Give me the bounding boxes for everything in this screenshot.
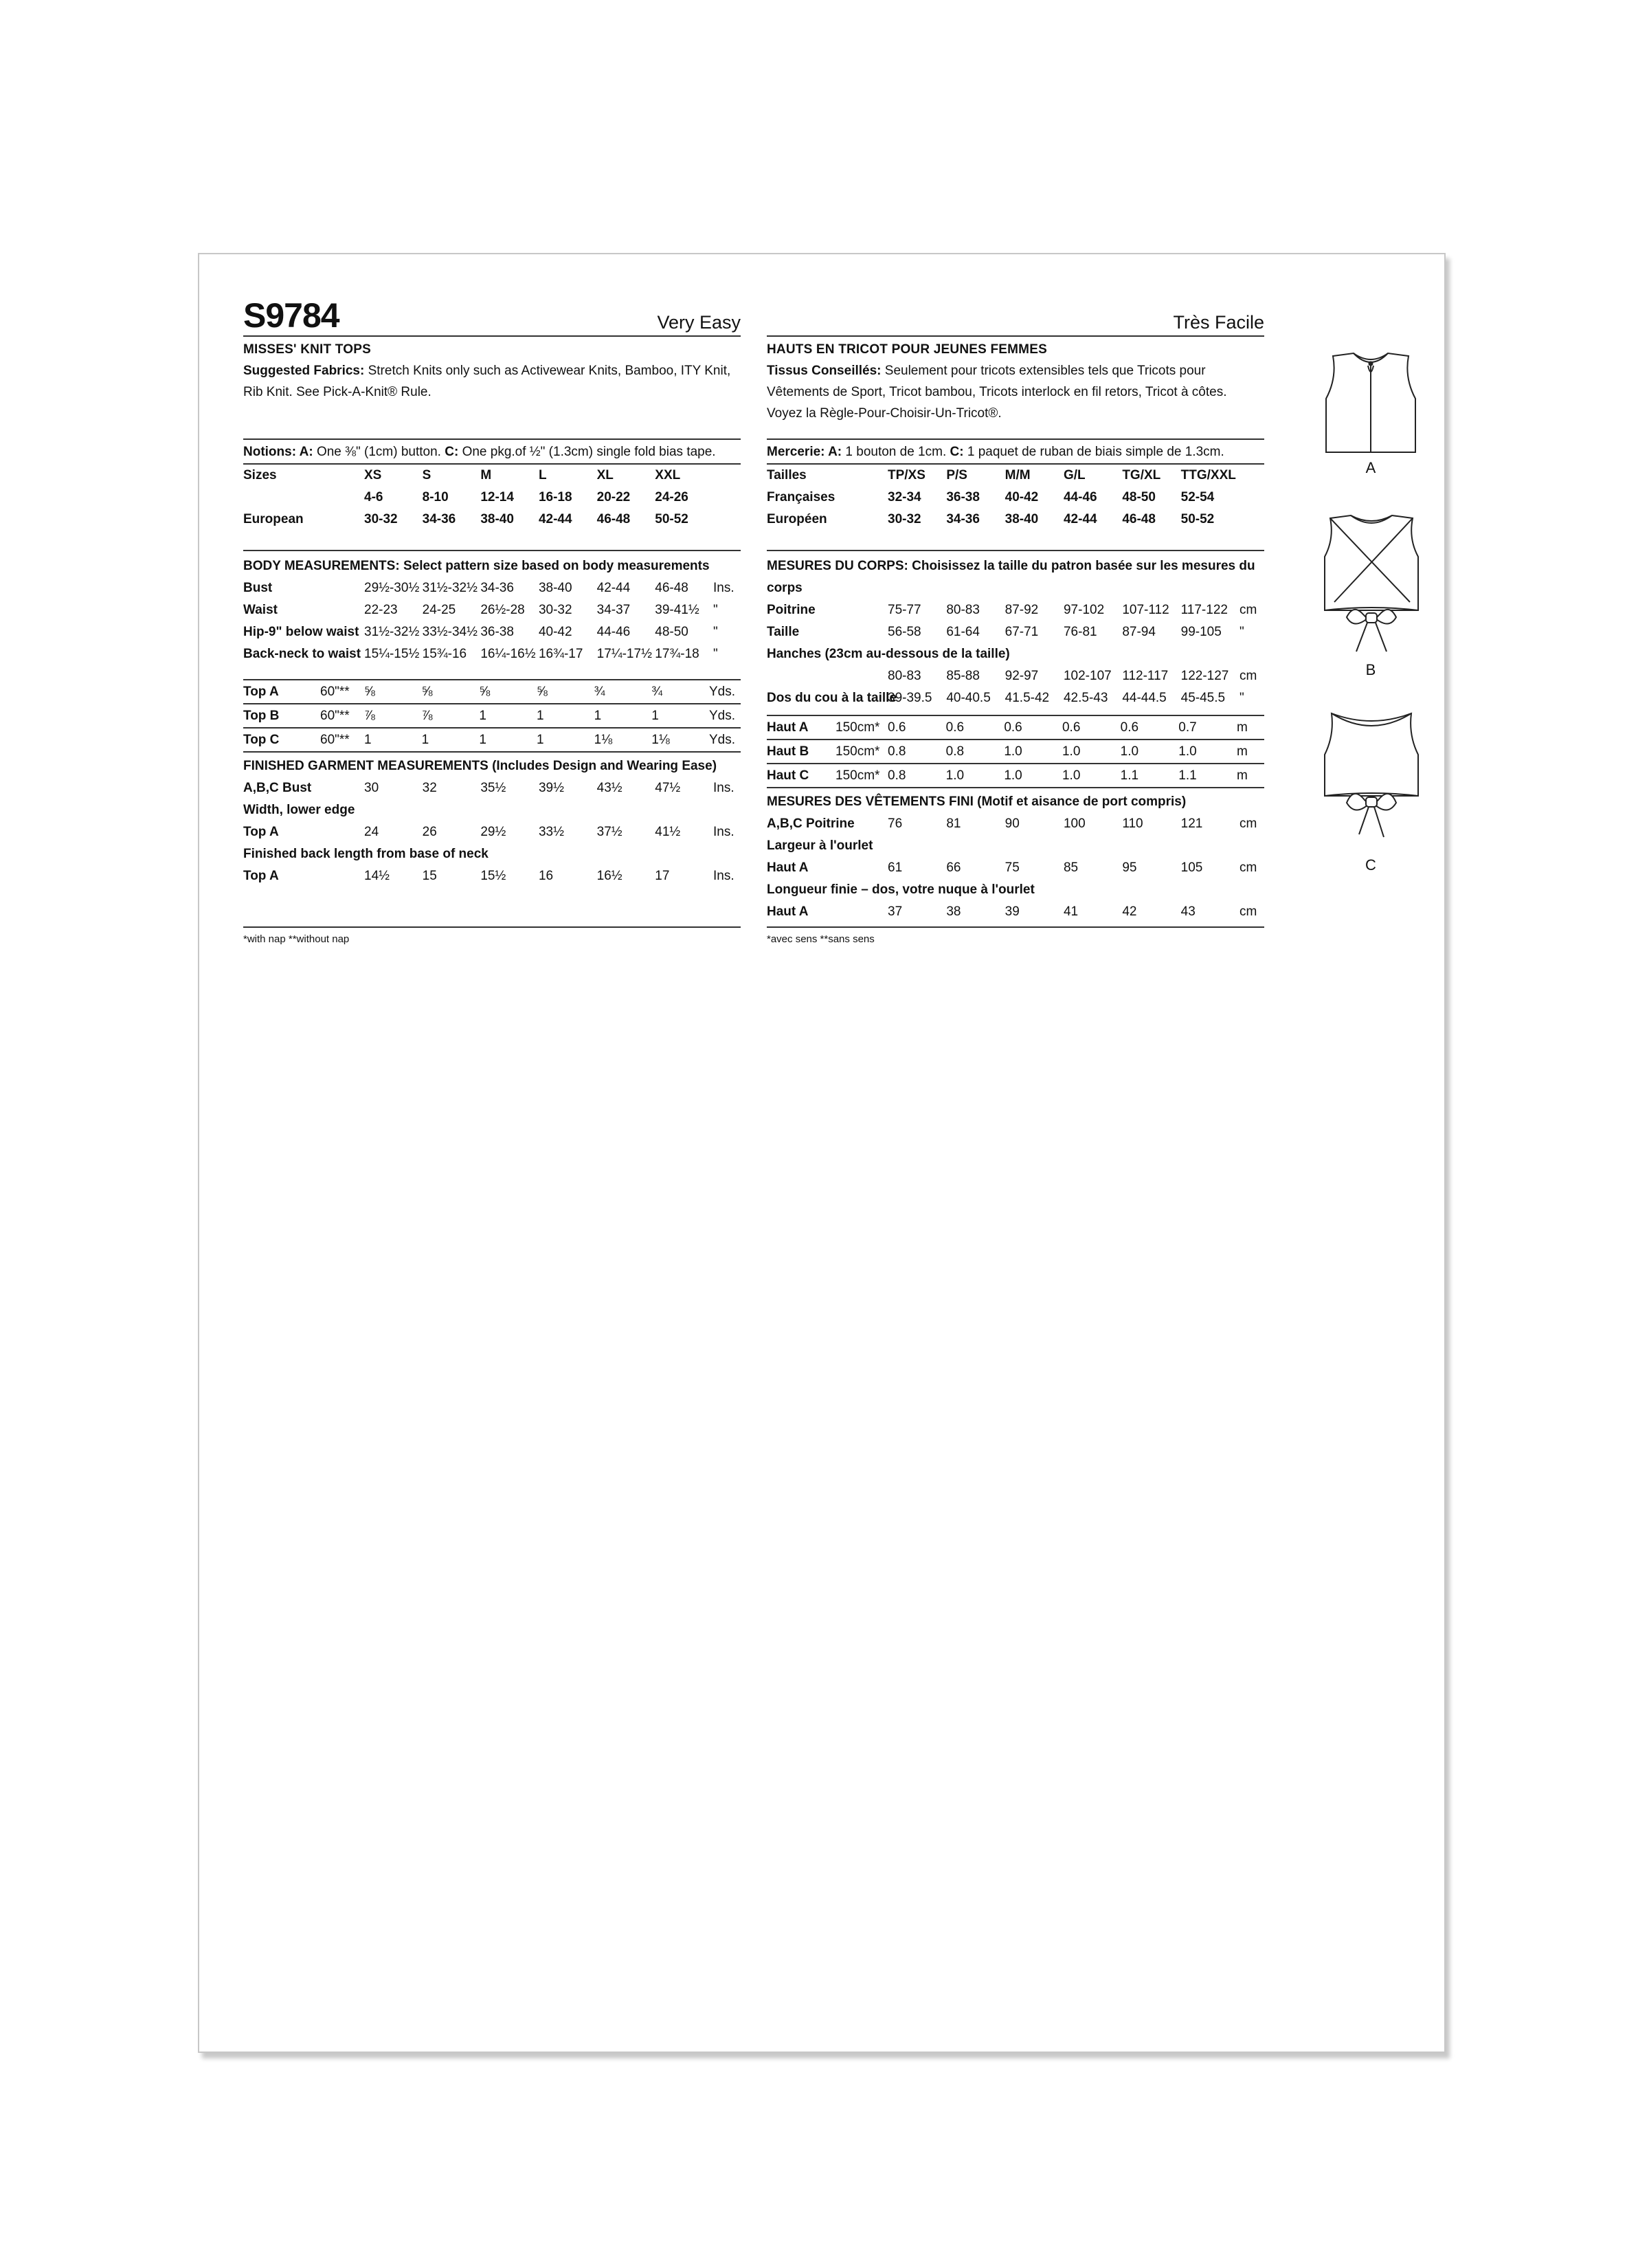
difficulty-label: Very Easy bbox=[657, 312, 741, 333]
table-cell: 110 bbox=[1122, 816, 1143, 831]
pattern-title: MISSES' KNIT TOPS bbox=[243, 342, 371, 357]
table-cell: 60"** bbox=[320, 704, 364, 728]
table-cell: 95 bbox=[1122, 860, 1137, 875]
hip-label-fr: Hanches (23cm au-dessous de la taille) bbox=[767, 647, 1010, 661]
table-cell bbox=[1239, 487, 1264, 509]
table-cell: 150cm* bbox=[835, 740, 888, 764]
fabrics-text bbox=[243, 360, 741, 438]
table-cell: ¾ bbox=[651, 680, 709, 704]
table-cell: cm bbox=[1239, 669, 1257, 683]
table-cell: 30-32 bbox=[888, 512, 921, 526]
row-label: Haut B bbox=[767, 740, 835, 764]
row-label: Taille bbox=[767, 625, 800, 639]
table-cell: 38-40 bbox=[1005, 512, 1039, 526]
table-cell: 75-77 bbox=[888, 603, 921, 617]
table-cell: 0.6 bbox=[1062, 715, 1121, 740]
row-label bbox=[767, 665, 888, 687]
table-cell: 60"** bbox=[320, 728, 364, 752]
table-cell: 26 bbox=[422, 825, 437, 839]
table-cell: " bbox=[713, 647, 718, 661]
view-c-illustration bbox=[1305, 711, 1436, 876]
table-cell: 39 bbox=[1005, 904, 1020, 919]
table-cell: 31½-32½ bbox=[422, 581, 478, 595]
table-cell: 42-44 bbox=[596, 581, 631, 595]
table-cell: 1⅛ bbox=[594, 728, 652, 752]
english-column bbox=[243, 254, 741, 945]
pattern-code: S9784 bbox=[243, 296, 339, 335]
notions-c-fr: 1 paquet de ruban de biais simple de 1.3cm. bbox=[963, 445, 1224, 459]
table-cell: 24-25 bbox=[422, 603, 456, 617]
table-cell: 20-22 bbox=[596, 490, 631, 504]
notions-label: Notions: A: bbox=[243, 445, 313, 459]
table-cell: P/S bbox=[946, 468, 967, 482]
table-cell: 12-14 bbox=[480, 490, 514, 504]
row-label: Bust bbox=[243, 581, 273, 595]
table-row bbox=[243, 509, 741, 531]
table-cell: 16¼-16½ bbox=[480, 647, 536, 661]
table-cell: 15½ bbox=[480, 869, 506, 883]
row-label: European bbox=[243, 512, 304, 526]
table-row bbox=[767, 857, 1264, 879]
table-cell: 16 bbox=[538, 869, 554, 883]
table-cell: M bbox=[480, 468, 492, 482]
table-cell: 36-38 bbox=[480, 625, 514, 639]
notions-label-fr: Mercerie: bbox=[767, 445, 825, 459]
table-cell: 61 bbox=[888, 860, 903, 875]
table-cell: 52-54 bbox=[1180, 490, 1215, 504]
table-row bbox=[767, 621, 1264, 643]
table-cell: 46-48 bbox=[655, 581, 688, 595]
table-row bbox=[243, 621, 741, 643]
table-cell: 1.1 bbox=[1121, 764, 1179, 788]
body-measurements-heading-fr: MESURES DU CORPS: Choisissez la taille du patron basée sur les mesures du corps bbox=[767, 559, 1255, 595]
length-table bbox=[243, 865, 741, 887]
table-cell: 1.0 bbox=[1062, 764, 1121, 788]
table-cell: m bbox=[1237, 740, 1264, 764]
table-row bbox=[243, 821, 741, 843]
table-cell: 67-71 bbox=[1005, 625, 1039, 639]
table-cell: 87-92 bbox=[1005, 603, 1039, 617]
table-cell: 46-48 bbox=[596, 512, 631, 526]
table-cell: 0.6 bbox=[1004, 715, 1062, 740]
finished-bust-table bbox=[243, 777, 741, 799]
table-cell: 150cm* bbox=[835, 764, 888, 788]
table-cell: 80-83 bbox=[946, 603, 980, 617]
view-a-label: A bbox=[1365, 459, 1376, 476]
table-cell: 33½ bbox=[538, 825, 564, 839]
table-cell: Ins. bbox=[713, 825, 734, 839]
row-label: Françaises bbox=[767, 490, 835, 504]
table-cell: 42-44 bbox=[538, 512, 572, 526]
table-cell: 87-94 bbox=[1122, 625, 1156, 639]
table-cell: 1 bbox=[537, 728, 594, 752]
width-label-fr: Largeur à l'ourlet bbox=[767, 838, 873, 853]
width-lower-edge-label: Width, lower edge bbox=[243, 803, 355, 817]
table-row bbox=[767, 509, 1264, 531]
table-cell: 0.8 bbox=[888, 764, 946, 788]
table-row bbox=[243, 777, 741, 799]
table-cell: Ins. bbox=[713, 781, 734, 795]
table-row bbox=[243, 465, 741, 487]
table-row bbox=[243, 487, 741, 509]
table-cell: 47½ bbox=[655, 781, 681, 795]
table-cell: ⅝ bbox=[537, 680, 594, 704]
table-cell: 38-40 bbox=[538, 581, 572, 595]
table-cell: " bbox=[713, 603, 718, 617]
notions-c: One pkg.of ½" (1.3cm) single fold bias tape. bbox=[458, 445, 716, 459]
table-cell: 117-122 bbox=[1180, 603, 1228, 617]
table-cell bbox=[1239, 465, 1264, 487]
table-cell: 100 bbox=[1063, 816, 1086, 831]
table-cell: 16½ bbox=[596, 869, 622, 883]
row-label: Dos du cou à la taille bbox=[767, 691, 897, 705]
table-row bbox=[767, 599, 1264, 621]
table-cell: 15¼-15½ bbox=[364, 647, 420, 661]
notions-c-label-fr: C: bbox=[950, 445, 964, 459]
table-cell: 80-83 bbox=[888, 669, 921, 683]
row-label: Européen bbox=[767, 512, 827, 526]
row-label: Haut A bbox=[767, 715, 835, 740]
table-cell: 76 bbox=[888, 816, 903, 831]
table-cell: 66 bbox=[946, 860, 961, 875]
row-label: Tailles bbox=[767, 468, 807, 482]
row-label: A,B,C Bust bbox=[243, 781, 312, 795]
table-cell: 102-107 bbox=[1063, 669, 1112, 683]
table-cell: 1 bbox=[651, 704, 709, 728]
finished-measurements-heading: FINISHED GARMENT MEASUREMENTS (Includes Design and Wearing Ease) bbox=[243, 759, 717, 773]
row-label: Haut A bbox=[767, 860, 809, 875]
table-cell: 1.0 bbox=[1004, 740, 1062, 764]
table-cell: 150cm* bbox=[835, 715, 888, 740]
notions-a: One ⅜" (1cm) button. bbox=[313, 445, 445, 459]
table-cell: 29½ bbox=[480, 825, 506, 839]
table-row bbox=[767, 813, 1264, 835]
table-cell: 1 bbox=[479, 704, 537, 728]
table-cell: Yds. bbox=[709, 680, 741, 704]
table-cell: 17 bbox=[655, 869, 670, 883]
body-measurements-heading bbox=[243, 555, 741, 577]
table-cell: 38-40 bbox=[480, 512, 514, 526]
table-cell: 41½ bbox=[655, 825, 681, 839]
table-cell: 17¼-17½ bbox=[596, 647, 652, 661]
table-cell: 76-81 bbox=[1063, 625, 1097, 639]
notions-text-fr bbox=[767, 443, 1264, 465]
french-column bbox=[767, 254, 1264, 945]
table-cell: 0.7 bbox=[1178, 715, 1237, 740]
table-cell: 0.6 bbox=[888, 715, 946, 740]
table-row bbox=[243, 728, 741, 752]
row-label: Back-neck to waist bbox=[243, 647, 361, 661]
table-cell: 34-36 bbox=[422, 512, 456, 526]
width-table-fr bbox=[767, 857, 1264, 879]
table-cell: 50-52 bbox=[1180, 512, 1215, 526]
table-cell: ⅝ bbox=[422, 680, 480, 704]
table-cell: 41 bbox=[1063, 904, 1079, 919]
table-cell: 43 bbox=[1180, 904, 1196, 919]
table-cell: 92-97 bbox=[1005, 669, 1039, 683]
table-cell: 44-46 bbox=[1063, 490, 1097, 504]
notions-a-fr: 1 bouton de 1cm. bbox=[842, 445, 950, 459]
table-cell: cm bbox=[1239, 904, 1257, 919]
table-cell: 122-127 bbox=[1180, 669, 1229, 683]
table-row bbox=[243, 643, 741, 665]
table-cell: 56-58 bbox=[888, 625, 921, 639]
table-cell: 1.0 bbox=[1121, 740, 1179, 764]
table-cell: 1.1 bbox=[1178, 764, 1237, 788]
row-label: Top A bbox=[243, 825, 279, 839]
table-cell: 30-32 bbox=[538, 603, 572, 617]
table-cell: 50-52 bbox=[655, 512, 688, 526]
table-cell: 32-34 bbox=[888, 490, 921, 504]
table-cell: 31½-32½ bbox=[364, 625, 420, 639]
table-cell: 85 bbox=[1063, 860, 1079, 875]
table-cell: 60"** bbox=[320, 680, 364, 704]
table-cell: Yds. bbox=[709, 728, 741, 752]
table-row bbox=[767, 901, 1264, 923]
table-cell: 48-50 bbox=[655, 625, 688, 639]
table-cell: 24-26 bbox=[655, 490, 688, 504]
finished-bust-table-fr bbox=[767, 813, 1264, 835]
table-cell: 43½ bbox=[596, 781, 622, 795]
table-cell: 1 bbox=[537, 704, 594, 728]
table-cell: 16¾-17 bbox=[538, 647, 583, 661]
table-cell: 0.6 bbox=[1121, 715, 1179, 740]
table-cell: 75 bbox=[1005, 860, 1020, 875]
row-label: Top A bbox=[243, 869, 279, 883]
row-label: Haut C bbox=[767, 764, 835, 788]
view-b-label: B bbox=[1365, 661, 1376, 678]
table-row bbox=[243, 599, 741, 621]
table-cell: 99-105 bbox=[1180, 625, 1222, 639]
table-cell: 1 bbox=[594, 704, 652, 728]
table-cell: 0.6 bbox=[946, 715, 1005, 740]
sizes-table-fr bbox=[767, 465, 1264, 531]
pattern-envelope-back bbox=[198, 253, 1446, 2053]
table-cell: 1 bbox=[364, 728, 422, 752]
table-cell: 1⅛ bbox=[651, 728, 709, 752]
table-cell: 14½ bbox=[364, 869, 390, 883]
body-measurements-table-fr bbox=[767, 599, 1264, 643]
row-label: A,B,C Poitrine bbox=[767, 816, 855, 831]
footnote-fr: *avec sens **sans sens bbox=[767, 926, 1264, 945]
table-cell: XS bbox=[364, 468, 382, 482]
table-cell: ⅝ bbox=[364, 680, 422, 704]
table-cell: 29½-30½ bbox=[364, 581, 420, 595]
body-heading-bold: BODY MEASUREMENTS: bbox=[243, 559, 400, 573]
table-cell: M/M bbox=[1005, 468, 1031, 482]
back-length-label: Finished back length from base of neck bbox=[243, 847, 489, 861]
table-cell: 33½-34½ bbox=[422, 625, 478, 639]
view-c-label: C bbox=[1365, 856, 1376, 874]
table-cell: 34-36 bbox=[946, 512, 980, 526]
fabrics-label: Suggested Fabrics: bbox=[243, 364, 365, 378]
body-measurements-table bbox=[243, 577, 741, 665]
yardage-table-fr bbox=[767, 715, 1264, 788]
footnote: *with nap **without nap bbox=[243, 926, 741, 945]
table-row bbox=[767, 715, 1264, 740]
table-cell: 34-36 bbox=[480, 581, 514, 595]
table-cell: 40-42 bbox=[1005, 490, 1039, 504]
table-row bbox=[767, 665, 1264, 687]
fabrics-label-fr: Tissus Conseillés: bbox=[767, 364, 882, 378]
row-label: Hip-9" below waist bbox=[243, 625, 359, 639]
table-cell: 107-112 bbox=[1122, 603, 1169, 617]
table-cell: 121 bbox=[1180, 816, 1203, 831]
table-cell: 1.0 bbox=[946, 764, 1005, 788]
table-cell: 36-38 bbox=[946, 490, 980, 504]
table-cell: 16-18 bbox=[538, 490, 572, 504]
table-cell: S bbox=[422, 468, 431, 482]
table-cell: Ins. bbox=[713, 869, 734, 883]
table-cell: 1 bbox=[479, 728, 537, 752]
table-cell: m bbox=[1237, 764, 1264, 788]
table-cell: 41.5-42 bbox=[1005, 691, 1050, 705]
table-cell: 0.8 bbox=[946, 740, 1005, 764]
table-cell: 34-37 bbox=[596, 603, 631, 617]
pattern-title-fr: HAUTS EN TRICOT POUR JEUNES FEMMES bbox=[767, 342, 1047, 357]
table-cell: 0.8 bbox=[888, 740, 946, 764]
table-cell: 8-10 bbox=[422, 490, 449, 504]
table-cell: 46-48 bbox=[1122, 512, 1156, 526]
table-cell: 24 bbox=[364, 825, 379, 839]
table-cell: 90 bbox=[1005, 816, 1020, 831]
table-cell: 97-102 bbox=[1063, 603, 1105, 617]
table-cell: Yds. bbox=[709, 704, 741, 728]
row-label: Poitrine bbox=[767, 603, 816, 617]
finished-measurements-heading-fr: MESURES DES VÊTEMENTS FINI (Motif et aisance de port compris) bbox=[767, 794, 1187, 809]
table-cell: 30 bbox=[364, 781, 379, 795]
table-cell: 112-117 bbox=[1122, 669, 1169, 683]
row-label: Top A bbox=[243, 680, 320, 704]
table-cell: TP/XS bbox=[888, 468, 926, 482]
table-cell: 1.0 bbox=[1004, 764, 1062, 788]
table-cell: 42-44 bbox=[1063, 512, 1097, 526]
table-cell: XL bbox=[596, 468, 614, 482]
table-cell: 48-50 bbox=[1122, 490, 1156, 504]
table-row bbox=[243, 704, 741, 728]
table-cell bbox=[713, 465, 741, 487]
view-b-illustration bbox=[1305, 514, 1436, 679]
table-cell: 44-46 bbox=[596, 625, 631, 639]
table-cell: 37½ bbox=[596, 825, 622, 839]
table-row bbox=[767, 687, 1264, 709]
table-cell: 85-88 bbox=[946, 669, 980, 683]
table-row bbox=[243, 680, 741, 704]
table-row bbox=[767, 465, 1264, 487]
table-cell: 17¾-18 bbox=[655, 647, 699, 661]
table-cell: cm bbox=[1239, 860, 1257, 875]
length-label-fr: Longueur finie – dos, votre nuque à l'ourlet bbox=[767, 882, 1035, 897]
fabrics-body-fr: Seulement pour tricots extensibles tels que Tricots pour Vêtements de Sport, Tricot bambou, Tricots interlock en fil retors, Tricot à côtes. Voyez la Règle-Pour-Choisir-Un-Tricot®. bbox=[767, 364, 1227, 421]
table-cell: 1 bbox=[422, 728, 480, 752]
row-label: Sizes bbox=[243, 468, 277, 482]
table-row bbox=[243, 577, 741, 599]
table-cell: ⅞ bbox=[422, 704, 480, 728]
table-cell: L bbox=[538, 468, 547, 482]
table-cell: 40-40.5 bbox=[946, 691, 991, 705]
table-cell: G/L bbox=[1063, 468, 1086, 482]
notions-text bbox=[243, 443, 741, 465]
table-cell: 105 bbox=[1180, 860, 1203, 875]
table-cell: 40-42 bbox=[538, 625, 572, 639]
view-a-illustration bbox=[1305, 351, 1436, 474]
table-cell: Ins. bbox=[713, 581, 734, 595]
table-cell: 4-6 bbox=[364, 490, 383, 504]
english-header bbox=[243, 254, 741, 337]
row-label bbox=[243, 487, 364, 509]
table-cell: ¾ bbox=[594, 680, 652, 704]
notions-a-label-fr: A: bbox=[824, 445, 842, 459]
row-label: Haut A bbox=[767, 904, 809, 919]
table-cell: " bbox=[1239, 625, 1244, 639]
table-cell: 15 bbox=[422, 869, 437, 883]
table-cell bbox=[1239, 509, 1264, 531]
table-cell: 37 bbox=[888, 904, 903, 919]
table-cell: 35½ bbox=[480, 781, 506, 795]
table-cell: 81 bbox=[946, 816, 961, 831]
table-cell: XXL bbox=[655, 468, 681, 482]
table-cell: ⅞ bbox=[364, 704, 422, 728]
body-heading-rest: Select pattern size based on body measurements bbox=[399, 559, 710, 573]
table-cell: 42.5-43 bbox=[1063, 691, 1108, 705]
table-cell: 39-39.5 bbox=[888, 691, 932, 705]
table-cell: 30-32 bbox=[364, 512, 398, 526]
notions-c-label: C: bbox=[445, 445, 459, 459]
table-row bbox=[767, 740, 1264, 764]
table-cell: 1.0 bbox=[1178, 740, 1237, 764]
table-cell: 32 bbox=[422, 781, 437, 795]
fabrics-text-fr bbox=[767, 360, 1264, 438]
table-cell bbox=[713, 487, 741, 509]
table-cell: 15¾-16 bbox=[422, 647, 467, 661]
table-cell bbox=[713, 509, 741, 531]
table-cell: TTG/XXL bbox=[1180, 468, 1236, 482]
hip-table-fr bbox=[767, 665, 1264, 709]
row-label: Waist bbox=[243, 603, 278, 617]
table-cell: 61-64 bbox=[946, 625, 980, 639]
table-cell: cm bbox=[1239, 816, 1257, 831]
table-cell: 39-41½ bbox=[655, 603, 699, 617]
table-cell: 26½-28 bbox=[480, 603, 525, 617]
row-label: Top B bbox=[243, 704, 320, 728]
fabrics-body: Stretch Knits only such as Activewear Knits, Bamboo, ITY Knit, Rib Knit. See Pick-A-Knit® Rule. bbox=[243, 364, 731, 399]
row-label: Top C bbox=[243, 728, 320, 752]
width-table bbox=[243, 821, 741, 843]
table-cell: 44-44.5 bbox=[1122, 691, 1167, 705]
french-header bbox=[767, 254, 1264, 337]
table-cell: ⅝ bbox=[479, 680, 537, 704]
yardage-table bbox=[243, 679, 741, 753]
table-cell: cm bbox=[1239, 603, 1257, 617]
length-table-fr bbox=[767, 901, 1264, 923]
table-cell: " bbox=[1239, 691, 1244, 705]
table-cell: 1.0 bbox=[1062, 740, 1121, 764]
table-cell: 39½ bbox=[538, 781, 564, 795]
table-row bbox=[767, 487, 1264, 509]
table-row bbox=[243, 865, 741, 887]
table-cell: 22-23 bbox=[364, 603, 398, 617]
table-cell: 42 bbox=[1122, 904, 1137, 919]
table-cell: " bbox=[713, 625, 718, 639]
table-cell: TG/XL bbox=[1122, 468, 1161, 482]
table-cell: 45-45.5 bbox=[1180, 691, 1226, 705]
table-row bbox=[767, 764, 1264, 788]
table-cell: 38 bbox=[946, 904, 961, 919]
table-cell: m bbox=[1237, 715, 1264, 740]
sizes-table bbox=[243, 465, 741, 531]
difficulty-label-fr: Très Facile bbox=[1173, 312, 1264, 333]
